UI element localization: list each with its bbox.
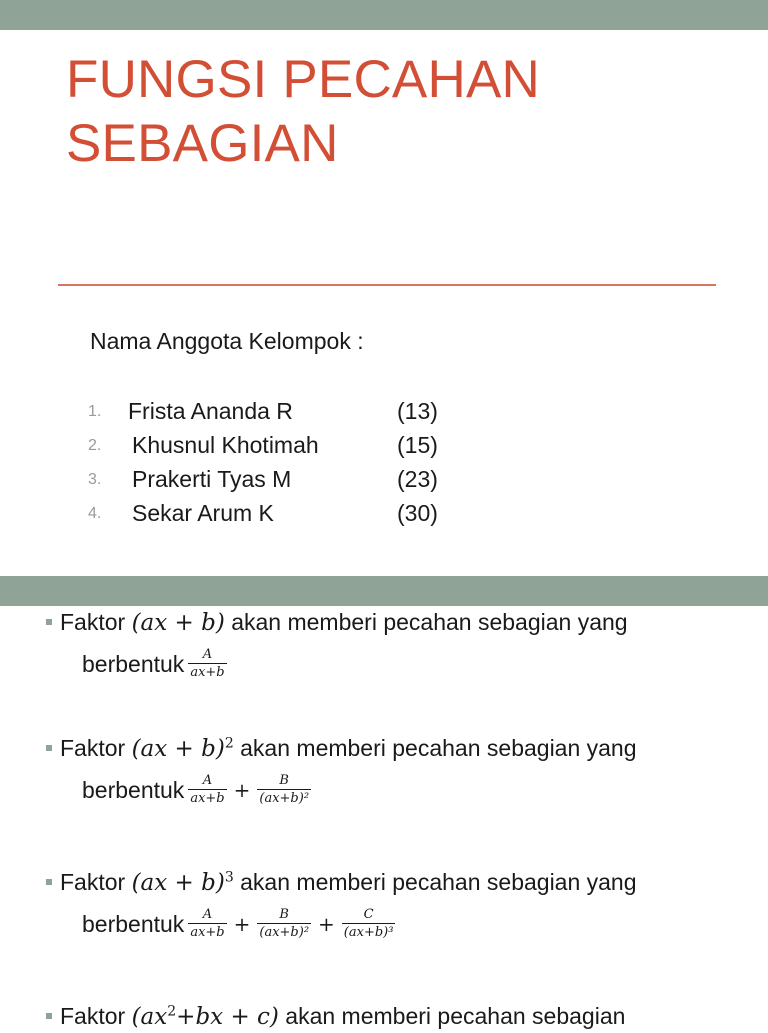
plus-sign: +: [233, 912, 251, 936]
member-list: [88, 394, 488, 530]
factor-expression: (ax + b): [131, 610, 225, 636]
fraction-denominator: (ax+b)²: [259, 925, 310, 940]
factor-rule-form: [82, 907, 746, 941]
member-score: (30): [397, 500, 438, 526]
fraction: [188, 647, 226, 681]
member-number: 2.: [88, 437, 102, 454]
factor-suffix: akan memberi pecahan sebagian yang: [231, 609, 628, 635]
factor-rule-statement: [46, 606, 746, 639]
member-name: Khusnul Khotimah: [132, 432, 319, 458]
factor-expression: (ax + b): [131, 736, 225, 762]
slide-title-line-2: SEBAGIAN: [66, 114, 339, 173]
member-score: (15): [397, 432, 438, 458]
form-lead: berbentuk: [82, 650, 185, 677]
factor-prefix: Faktor: [60, 735, 126, 761]
member-name: Frista Ananda R: [128, 398, 293, 424]
factor-exponent: 2: [167, 1003, 177, 1020]
fraction-numerator: A: [202, 907, 213, 922]
title-divider: [58, 284, 716, 286]
member-number: 4.: [88, 505, 102, 522]
member-number: 3.: [88, 471, 102, 488]
factor-rule-item: [46, 866, 746, 941]
factor-rule-item: [46, 1000, 746, 1033]
member-score: (13): [397, 398, 438, 424]
plus-sign: +: [318, 912, 335, 936]
factor-suffix: akan memberi pecahan sebagian: [285, 1003, 626, 1029]
bullet-square-icon: [46, 619, 52, 625]
factor-rule-statement: [46, 866, 746, 899]
form-lead: berbentuk: [82, 776, 185, 803]
fraction-denominator: ax+b: [190, 665, 225, 680]
factor-rule-statement: [46, 1000, 746, 1033]
bullet-square-icon: [46, 745, 52, 751]
factor-rule-item: [46, 606, 746, 681]
member-score: (23): [397, 466, 438, 492]
factor-prefix: Faktor: [60, 609, 126, 635]
factor-prefix: Faktor: [60, 869, 126, 895]
factor-rule-statement: [46, 732, 746, 765]
bullet-square-icon: [46, 879, 52, 885]
fraction-numerator: A: [202, 773, 213, 788]
fraction-denominator: ax+b: [190, 925, 225, 940]
fraction: [257, 907, 311, 941]
member-item: [88, 462, 488, 496]
fraction-numerator: C: [363, 907, 374, 922]
member-item: [88, 428, 488, 462]
factor-suffix: akan memberi pecahan sebagian yang: [240, 869, 637, 895]
factor-rule-form: [82, 647, 746, 681]
factor-expression: (ax + b): [131, 870, 225, 896]
fraction-denominator: (ax+b)³: [343, 925, 394, 940]
factor-rule-item: [46, 732, 746, 807]
fraction-numerator: B: [279, 907, 289, 922]
fraction-denominator: ax+b: [190, 791, 225, 806]
form-lead: berbentuk: [82, 910, 185, 937]
fraction-numerator: A: [202, 647, 213, 662]
slide-title: [66, 48, 540, 176]
bullet-square-icon: [46, 1013, 52, 1019]
plus-sign: +: [233, 778, 251, 802]
factor-expression-part-1: (ax: [131, 1004, 168, 1030]
members-heading: Nama Anggota Kelompok :: [90, 328, 364, 354]
member-item: [88, 496, 488, 530]
factor-prefix: Faktor: [60, 1003, 126, 1029]
factor-expression: [132, 1004, 279, 1030]
content-slide: [0, 606, 768, 1030]
fraction-numerator: B: [279, 773, 289, 788]
factor-expression-part-2: +bx + c): [176, 1004, 279, 1030]
factor-exponent: 3: [224, 869, 234, 886]
member-number: 1.: [88, 403, 102, 420]
fraction: [188, 773, 226, 807]
member-item: [88, 394, 488, 428]
factor-suffix: akan memberi pecahan sebagian yang: [240, 735, 637, 761]
member-name: Prakerti Tyas M: [132, 466, 292, 492]
fraction: [342, 907, 396, 941]
fraction: [257, 773, 311, 807]
member-name: Sekar Arum K: [132, 500, 274, 526]
title-slide: [0, 30, 768, 576]
fraction-denominator: (ax+b)²: [259, 791, 310, 806]
slide-separator-band: [0, 576, 768, 606]
factor-exponent: 2: [224, 735, 234, 752]
fraction: [188, 907, 226, 941]
slide-title-line-1: FUNGSI PECAHAN: [66, 50, 540, 109]
top-band: [0, 0, 768, 30]
factor-rule-form: [82, 773, 746, 807]
